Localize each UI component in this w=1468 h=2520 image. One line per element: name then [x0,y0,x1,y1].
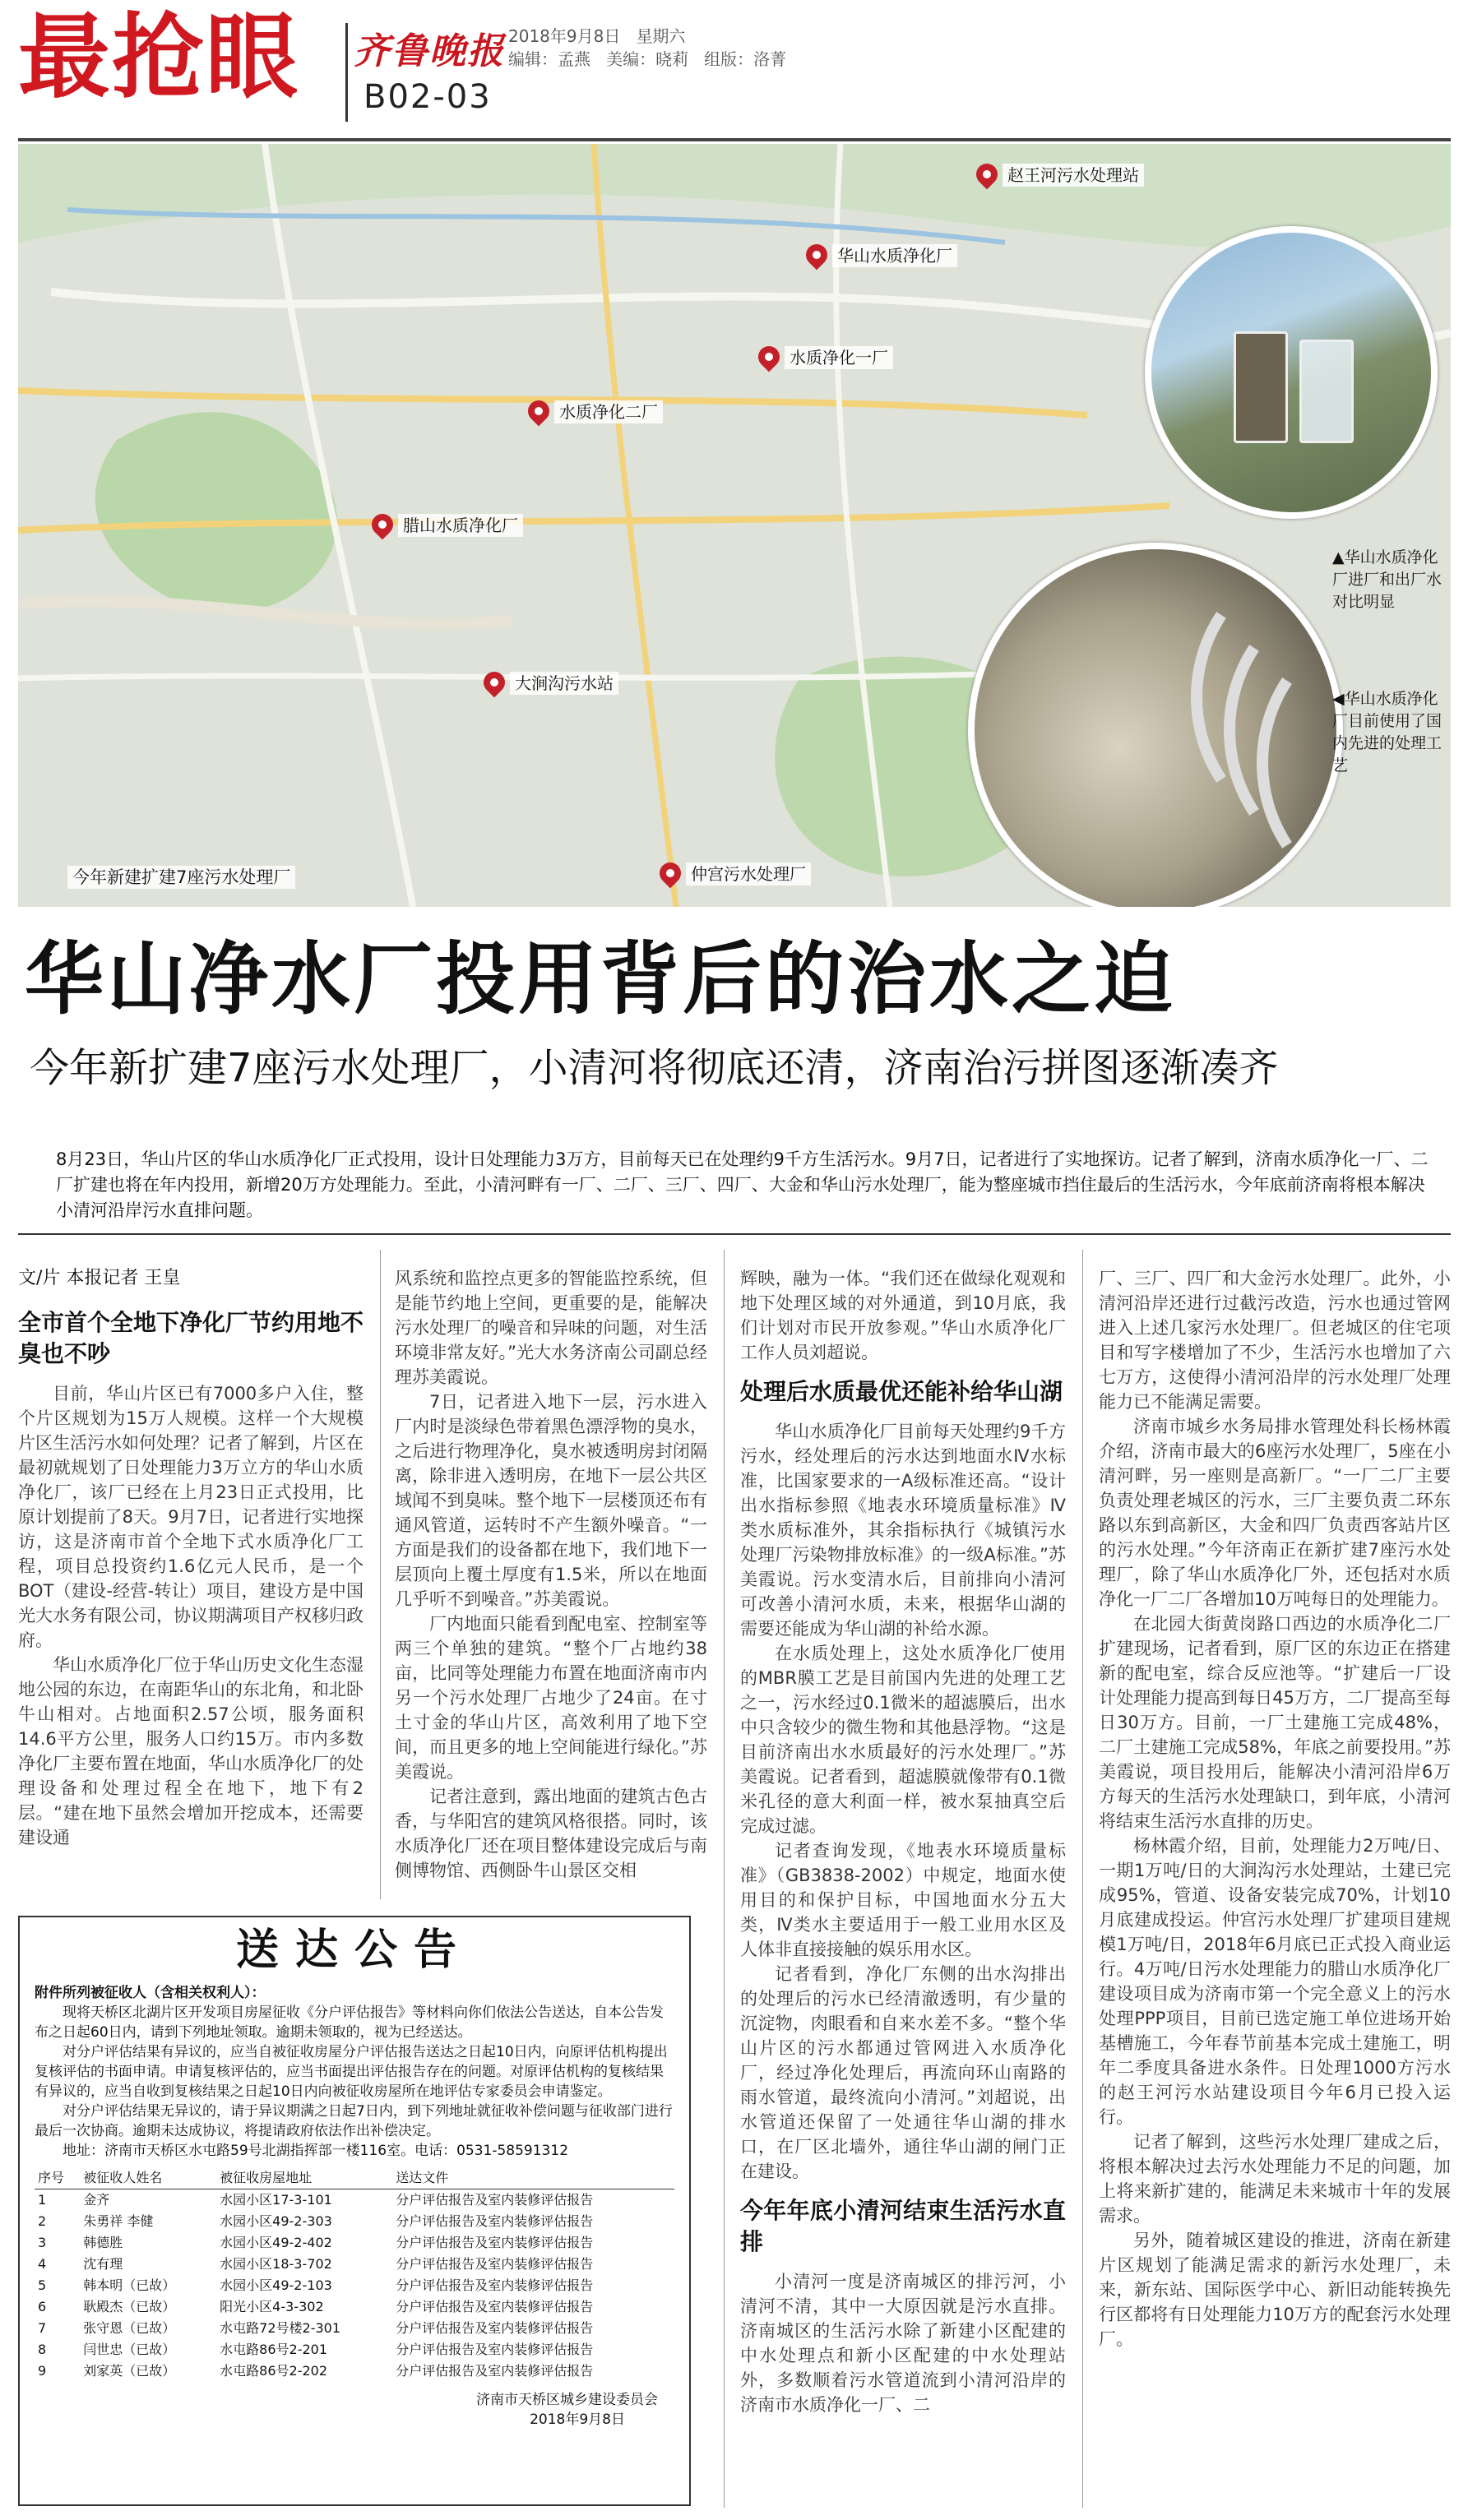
article-column-3 [740,1266,1066,2417]
paragraph: 小清河一度是济南城区的排污河，小清河不清，其中一大原因就是污水直排。济南城区的生活污水除了新建小区配建的中水处理点和新小区配建的中水处理站外，多数顺着污水管道流到小清河沿岸的济南市水质净化一厂、二 [740,2272,1066,2415]
map-pin-huashan: 华山水质净化厂 [806,243,957,266]
notice-paragraph: 现将天桥区北湖片区开发项目房屋征收《分户评估报告》等材料向你们依法公告送达，自本公告发布之日起60日内，请到下列地址领取。逾期未领取的，视为已经送达。 [35,2004,664,2041]
notice-date: 2018年9月8日 [530,2411,625,2428]
header-rule [18,138,1451,141]
paragraph: 华山水质净化厂目前每天处理约9千方污水，经处理后的污水达到地面水Ⅳ水标准，比国家要求的一A级标准还高。“设计出水指标参照《地表水环境质量标准》Ⅳ类水质标准外，其余指标执行《城镇污水处理厂污染物排放标准》的一级A标准。”苏美霞说。污水变清水后，目前排向小清河可改善小清河水质，未来，根据华山湖的需要还能成为华山湖的补给水源。 [740,1422,1066,1639]
column-header: 被征收房屋地址 [220,2170,313,2185]
notice-paragraph: 对分户评估结果无异议的，请于异议期满之日起7日内，到下列地址就征收补偿问题与征收部门进行最后一次协商。逾期未达成协议，将提请政府依法作出补偿决定。 [35,2103,673,2139]
paragraph: 目前，华山片区已有7000多户入住，整个片区规划为15万人规模。这样一个大规模片区生活污水如何处理？记者了解到，片区在最初就规划了日处理能力3万立方的华山水质净化厂，该厂已经在上月23日正式投用，比原计划提前了8天。9月7日，记者进行实地探访，这是济南市首个全地下式水质净化厂工程，项目总投资约1.6亿元人民币，是一个BOT（建设-经营-转让）项目，建设方是中国光大水务有限公司，协议期满项目产权移归政府。 [18,1384,364,1650]
article-column-4 [1099,1266,1451,2351]
table-row: 6 耿殿杰（已故） 阳光小区4-3-302 分户评估报告及室内装修评估报告 [38,2299,594,2314]
paragraph: 杨林霞介绍，目前，处理能力2万吨/日、一期1万吨/日的大涧沟污水处理站，土建已完成95%，管道、设备安装完成70%，计划10月底建成投运。仲宫污水处理厂扩建项目建规模1万吨/日，2018年6月底已正式投入商业运行。4万吨/日污水处理能力的腊山水质净化厂建设项目成为济南市第一个完全意义上的污水处理PPP项目，目前已选定施工单位进场开始基槽施工，今年春节前基本完成土建施工，明年二季度具备进水条件。日处理1000方污水的赵王河污水站建设项目今年6月已投入运行。 [1099,1836,1451,2127]
header-divider [345,23,348,122]
subhead-underground-plant: 全市首个全地下净化厂节约用地不臭也不吵 [18,1309,364,1367]
location-pin-icon [754,341,785,372]
header-date: 2018年9月8日 [508,26,621,46]
notice-recipients: 附件所列被征收人（含相关权利人）： [35,1985,266,2001]
photo-caption-1: ▲华山水质净化厂进厂和出厂水对比明显 [1332,548,1443,611]
article-column-2 [395,1266,707,1883]
table-row: 9 刘家英（已故） 水屯路86号2-202 分户评估报告及室内装修评估报告 [38,2363,594,2379]
map-pin-zhaowanghe: 赵王河污水处理站 [976,162,1144,186]
subhead-water-quality: 处理后水质最优还能补给华山湖 [740,1378,1063,1405]
pipe-drawing [975,549,1336,907]
map-bottom-label: 今年新建扩建7座污水处理厂 [67,864,295,889]
location-pin-icon [479,667,510,697]
paragraph: 厂内地面只能看到配电室、控制室等两三个单独的建筑。“整个厂占地约38亩，比同等处理能力布置在地面济南市内另一个污水处理厂占地少了24亩。在寸土寸金的华山片区，高效利用了地下空间，而且更多的地上空间能进行绿化。”苏美霞说。 [395,1614,707,1782]
paragraph: 华山水质净化厂位于华山历史文化生态湿地公园的东边，在南距华山的东北角，和北卧牛山相对。占地面积2.57公顷，服务面积14.6平方公里，服务人口约15万。市内多数净化厂主要布置在地面，华山水质净化厂的处理设备和处理过程全在地下，地下有2层。“建在地下虽然会增加开挖成本，还需要建设通 [18,1655,364,1847]
photo-caption-2: ◀华山水质净化厂目前使用了国内先进的处理工艺 [1332,690,1443,774]
paragraph: 辉映，融为一体。“我们还在做绿化观观和地下处理区域的对外通道，到10月底，我们计划对市民开放参观。”华山水质净化厂工作人员刘超说。 [740,1269,1066,1362]
table-row: 2 朱勇祥 李健 水园小区49-2-303 分户评估报告及室内装修评估报告 [38,2213,594,2229]
headline: 华山净水厂投用背后的治水之迫 [25,933,1176,1025]
header-date-line [508,23,685,47]
column-divider [380,1250,381,1899]
section-title: 最抢眼 [18,4,299,111]
paragraph: 厂、三厂、四厂和大金污水处理厂。此外，小清河沿岸还进行过截污改造，污水也通过管网进入上述几家污水处理厂。但老城区的住宅项目和写字楼增加了不少，生活污水也增加了六七万方，这使得小清河沿岸的污水处理厂处理能力已不能满足需要。 [1099,1269,1451,1412]
header-weekday: 星期六 [636,26,686,46]
notice-address: 地址：济南市天桥区水屯路59号北湖指挥部一楼116室。电话：0531-58591312 [63,2143,569,2159]
lead-rule [18,1233,1451,1235]
column-divider [724,1250,725,2508]
subhead-xiaoqinghe: 今年年底小清河结束生活污水直排 [740,2197,1066,2255]
paragraph: 在北园大街黄岗路口西边的水质净化二厂扩建现场，记者看到，原厂区的东边正在搭建新的配电室，综合反应池等。“扩建后一厂设计处理能力提高到每日45万方，二厂提高至每日30万方。目前，一厂土建施工完成48%，二厂土建施工完成58%，年底之前要投用。”苏美霞说，项目投用后，能解决小清河沿岸6万方每天的生活污水处理缺口，到年底，小清河将结束生活污水直排的历史。 [1099,1614,1451,1831]
article-column-1 [18,1266,364,1850]
column-header: 被征收人姓名 [83,2170,163,2185]
paragraph: 记者看到，净化厂东侧的出水沟排出的处理后的污水已经清澈透明，有少量的沉淀物，肉眼看和自来水差不多。“整个华山片区的污水都通过管网进入水质净化厂，经过净化处理后，再流向环山南路的雨水管道，最终流向小清河。”刘超说，出水管道还保留了一处通往华山湖的排水口，在厂区北墙外，通往华山湖的闸门正在建设。 [740,1964,1066,2181]
byline: 文/片 本报记者 王皇 [18,1268,181,1288]
map-pin-plant-1: 水质净化一厂 [758,344,893,368]
page-code: B02-03 [364,78,492,116]
newspaper-logo: 齐鲁晚报 [354,30,505,72]
column-header: 序号 [38,2170,65,2185]
paragraph: 在水质处理上，这处水质净化厂使用的MBR膜工艺是目前国内先进的处理工艺之一，污水经过0.1微米的超滤膜后，出水中只含较少的微生物和其他悬浮物。“这是目前济南出水水质最好的污水处理厂。”苏美霞说。记者看到，超滤膜就像带有0.1微米孔径的意大利面一样，被水泵抽真空后完成过滤。 [740,1644,1066,1836]
table-row: 5 韩本明（已故） 水园小区49-2-103 分户评估报告及室内装修评估报告 [38,2277,594,2293]
table-row: 4 沈有理 水园小区18-3-702 分户评估报告及室内装修评估报告 [38,2256,594,2272]
location-pin-icon [524,395,554,426]
table-row: 1 金齐 水园小区17-3-101 分户评估报告及室内装修评估报告 [38,2192,594,2208]
art-editor: 美编：晓莉 [606,49,689,69]
table-row: 3 韩德胜 水园小区49-2-402 分户评估报告及室内装修评估报告 [38,2235,594,2250]
paragraph: 济南市城乡水务局排水管理处科长杨林霞介绍，济南市最大的6座污水处理厂，5座在小清河畔，另一座则是高新厂。“一厂二厂主要负责处理老城区的污水，三厂主要负责二环东路以东到高新区，大金和四厂负责西客站片区的污水处理。”今年济南正在新扩建7座污水处理厂，除了华山水质净化厂外，还包括对水质净化一厂二厂各增加10万吨每日的处理能力。 [1099,1417,1451,1609]
paragraph: 记者查询发现，《地表水环境质量标准》（GB3838-2002）中规定，地面水使用目的和保护目标，中国地面水分五大类，Ⅳ类水主要适用于一般工业用水区及人体非直接接触的娱乐用水区。 [740,1841,1066,1959]
notice-title: 送达公告 [235,1926,473,1975]
lead-paragraph: 8月23日，华山片区的华山水质净化厂正式投用，设计日处理能力3万方，目前每天已在处理约9千方生活污水。9月7日，记者进行了实地探访。记者了解到，济南水质净化一厂、二厂扩建也将在年内投用，新增20万方处理能力。至此，小清河畔有一厂、二厂、三厂、四厂、大金和华山污水处理厂，能为整座城市挡住最后的生活污水，今年底前济南将根本解决小清河沿岸污水直排问题。 [56,1149,1429,1220]
notice-paragraph: 对分户评估结果有异议的，应当自被征收房屋分户评估报告送达之日起10日内，向原评估机构提出复核评估的书面申请。申请复核评估的，应当书面提出评估报告存在的问题。对原评估机构的复核结果有异议的，应当自收到复核结果之日起10日内向被征收房屋所在地评估专家委员会申请鉴定。 [35,2044,668,2100]
notice-signer: 济南市天桥区城乡建设委员会 [476,2392,658,2408]
table-row: 7 张守恩（已故） 水屯路72号楼2-301 分户评估报告及室内装修评估报告 [38,2320,594,2336]
table-header-row [35,2167,674,2189]
location-pin-icon [802,239,832,270]
subheadline: 今年新扩建7座污水处理厂，小清河将彻底还清，济南治污拼图逐渐凑齐 [30,1045,1279,1091]
location-pin-icon [972,159,1003,189]
header-editors [508,46,786,70]
map-pin-plant-2: 水质净化二厂 [528,399,663,423]
paragraph: 记者了解到，这些污水处理厂建成之后，将根本解决过去污水处理能力不足的问题，加上将来新扩建的，能满足未来城市十年的发展需求。 [1099,2132,1451,2226]
treatment-process-photo [968,543,1343,907]
map-pin-dajiangou: 大涧沟污水站 [484,670,618,694]
map-pin-zhonggong: 仲宫污水处理厂 [660,861,811,885]
column-divider [1082,1250,1083,2508]
dirty-water-cup [1234,331,1288,443]
delivery-notice [18,1916,691,2506]
layout-editor: 组版：洛菁 [704,49,787,69]
location-pin-icon [368,509,398,539]
notice-table [35,2167,674,2382]
paragraph: 风系统和监控点更多的智能监控系统，但是能节约地上空间，更重要的是，能解决污水处理厂的噪音和异味的问题，对生活环境非常友好。”光大水务济南公司副总经理苏美霞说。 [395,1269,707,1387]
clean-water-cup [1299,340,1354,443]
water-comparison-photo [1145,226,1438,519]
map-illustration [18,144,1451,907]
paragraph: 记者注意到，露出地面的建筑古色古香，与华阳宫的建筑风格很搭。同时，该水质净化厂还在项目整体建设完成后与南侧博物馆、西侧卧牛山景区交相 [395,1787,707,1880]
editor: 编辑：孟燕 [508,49,590,69]
location-pin-icon [655,858,686,888]
paragraph: 7日，记者进入地下一层，污水进入厂内时是淡绿色带着黑色漂浮物的臭水，之后进行物理净化，臭水被透明房封闭隔离，除非进入透明房，在地下一层公共区域闻不到臭味。整个地下一层楼顶还布有通风管道，运转时不产生额外噪音。“一方面是我们的设备都在地下，我们地下一层顶向上覆土厚度有1.5米，所以在地面几乎听不到噪音。”苏美霞说。 [395,1392,707,1609]
column-header: 送达文件 [396,2170,449,2185]
map-pin-lashan: 腊山水质净化厂 [372,512,523,536]
table-row: 8 闫世忠（已故） 水屯路86号2-201 分户评估报告及室内装修评估报告 [38,2342,594,2357]
notice-body [20,1983,689,2430]
paragraph: 另外，随着城区建设的推进，济南在新建片区规划了能满足需求的新污水处理厂，未来，新东站、国际医学中心、新旧动能转换先行区都将有日处理能力10万方的配套污水处理厂。 [1099,2231,1451,2349]
